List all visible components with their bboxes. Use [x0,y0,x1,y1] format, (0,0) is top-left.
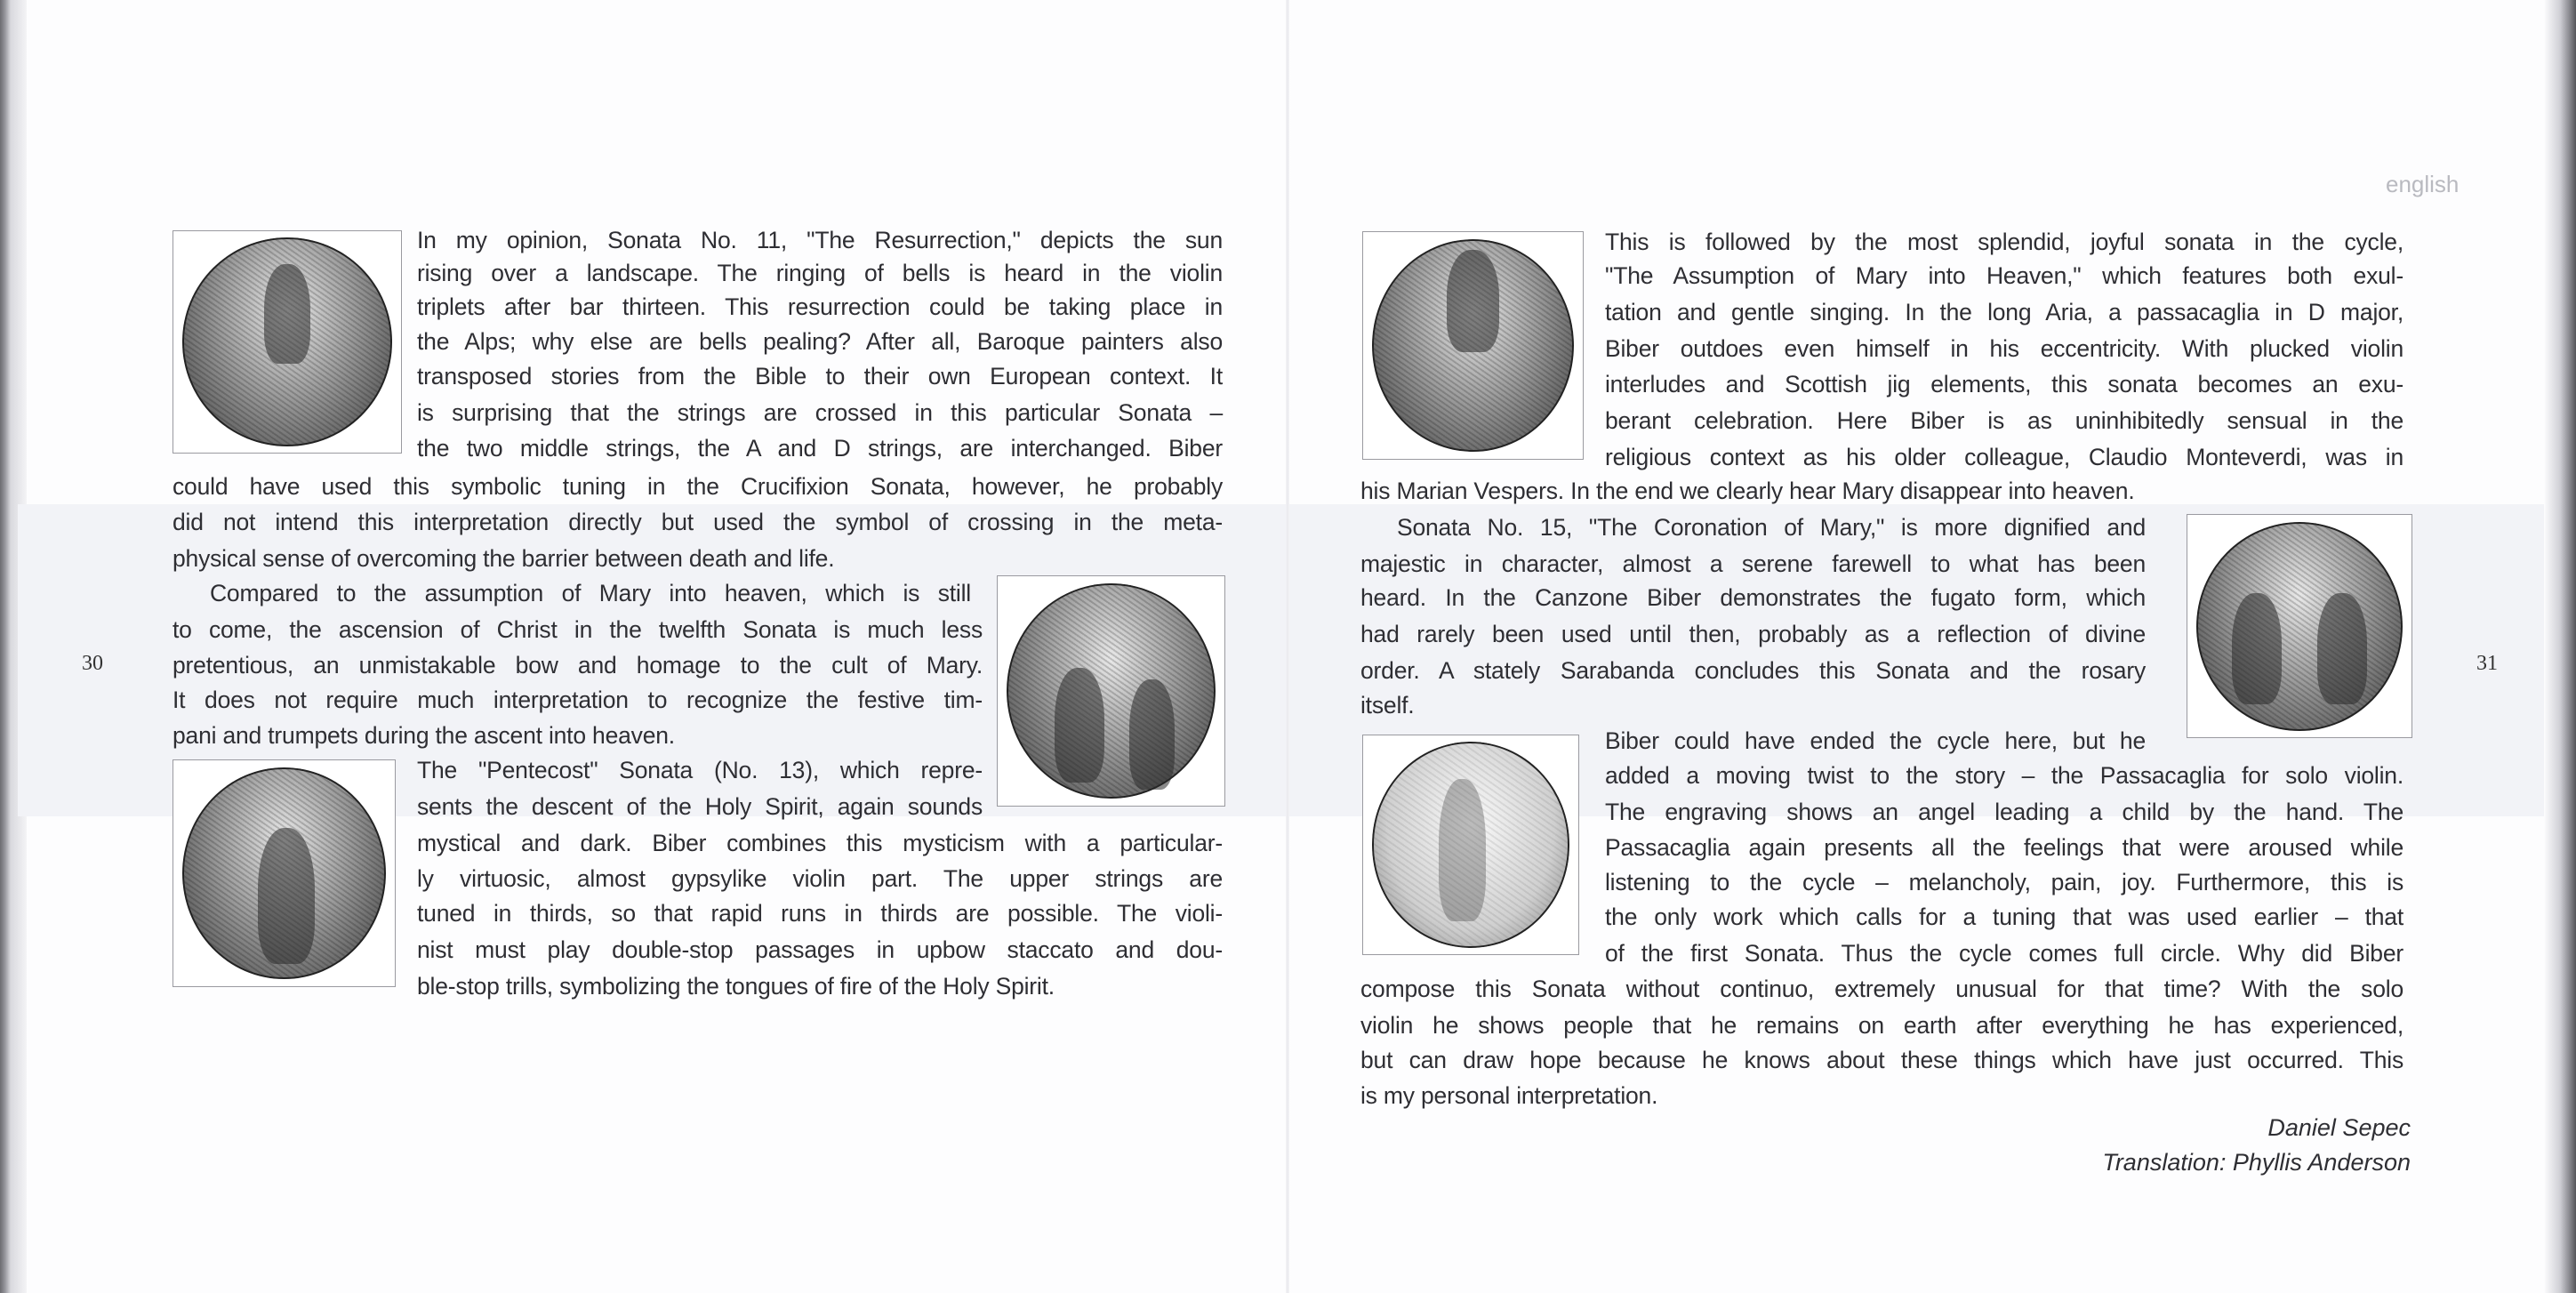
right-text-line: heard. In the Canzone Biber demonstrates the fugato form, which [1360,584,2146,611]
left-text-line: mystical and dark. Biber combines this mysticism with a particular- [417,830,1223,856]
page-number-left: 30 [82,652,103,675]
left-text-line: physical sense of overcoming the barrier between death and life. [173,545,835,572]
engraving-ascension [997,575,1225,807]
right-text-line: had rarely been used until then, probably as a reflection of divine [1360,621,2146,647]
right-text-line: the only work which calls for a tuning that was used earlier – that [1605,903,2403,930]
right-text-line: majestic in character, almost a serene farewell to what has been [1360,550,2146,577]
left-text-line: In my opinion, Sonata No. 11, "The Resurrection," depicts the sun [417,227,1223,253]
left-text-line: the Alps; why else are bells pealing? After all, Baroque painters also [417,328,1223,355]
right-text-line: listening to the cycle – melancholy, pain, joy. Furthermore, this is [1605,869,2403,895]
left-text-line: Compared to the assumption of Mary into heaven, which is still [210,580,971,606]
language-label: english [2386,171,2460,197]
left-text-line: sents the descent of the Holy Spirit, again sounds [417,793,983,820]
left-text-line: ly virtuosic, almost gypsylike violin part. The upper strings are [417,865,1223,892]
author-signature: Daniel Sepec [2267,1114,2411,1141]
right-text-line: "The Assumption of Mary into Heaven," which features both exul- [1605,262,2403,289]
left-text-line: ble-stop trills, symbolizing the tongues of fire of the Holy Spirit. [417,973,1055,1000]
page-number-right: 31 [2476,652,2498,675]
right-text-line: Passacaglia again presents all the feelings that were aroused while [1605,834,2403,861]
left-text-line: transposed stories from the Bible to their own European context. It [417,363,1223,390]
engraving-resurrection [173,230,402,454]
left-text-line: nist must play double-stop passages in upbow staccato and dou- [417,936,1223,963]
left-text-line: to come, the ascension of Christ in the twelfth Sonata is much less [173,616,983,643]
right-text-line: added a moving twist to the story – the Passacaglia for solo violin. [1605,762,2403,789]
right-text-line: violin he shows people that he remains on earth after everything he has experienced, [1360,1012,2403,1039]
left-text-line: tuned in thirds, so that rapid runs in thirds are possible. The violi- [417,900,1223,927]
right-text-line: compose this Sonata without continuo, extremely unusual for that time? With the solo [1360,976,2403,1002]
right-text-line: but can draw hope because he knows about these things which have just occurred. This [1360,1047,2403,1073]
right-text-line: The engraving shows an angel leading a child by the hand. The [1605,799,2403,825]
left-text-line: is surprising that the strings are crossed in this particular Sonata – [417,399,1223,426]
right-text-line: Sonata No. 15, "The Coronation of Mary," is more dignified and [1397,514,2146,541]
right-text-line: This is followed by the most splendid, joyful sonata in the cycle, [1605,229,2403,255]
translation-credit: Translation: Phyllis Anderson [2102,1149,2411,1176]
left-text-line: the two middle strings, the A and D strings, are interchanged. Biber [417,435,1223,462]
left-text-line: pani and trumpets during the ascent into heaven. [173,722,675,749]
engraving-coronation [2187,514,2412,738]
engraving-guardian-angel [1362,735,1579,955]
right-text-line: berant celebration. Here Biber is as uninhibitedly sensual in the [1605,407,2403,434]
right-text-line: itself. [1360,692,1415,719]
left-text-line: The "Pentecost" Sonata (No. 13), which repre- [417,757,983,783]
left-text-line: triplets after bar thirteen. This resurrection could be taking place in [417,293,1223,320]
book-spine-right-edge [2544,0,2576,1293]
engraving-assumption [1362,231,1584,460]
right-text-line: Biber outdoes even himself in his eccentricity. With plucked violin [1605,335,2403,362]
left-text-line: pretentious, an unmistakable bow and homage to the cult of Mary. [173,652,983,679]
page-gutter [1286,0,1289,1293]
engraving-pentecost [173,759,396,987]
right-text-line: tation and gentle singing. In the long Aria, a passacaglia in D major, [1605,299,2403,325]
left-text-line: could have used this symbolic tuning in the Crucifixion Sonata, however, he probably [173,473,1223,500]
right-text-line: interludes and Scottish jig elements, this sonata becomes an exu- [1605,371,2403,398]
left-text-line: It does not require much interpretation to recognize the festive tim- [173,687,983,713]
left-text-line: did not intend this interpretation directly but used the symbol of crossing in the meta- [173,509,1223,535]
right-text-line: order. A stately Sarabanda concludes this Sonata and the rosary [1360,657,2146,684]
right-text-line: is my personal interpretation. [1360,1082,1658,1109]
left-text-line: rising over a landscape. The ringing of bells is heard in the violin [417,260,1223,286]
right-text-line: his Marian Vespers. In the end we clearly hear Mary disappear into heaven. [1360,478,2135,504]
right-text-line: religious context as his older colleague, Claudio Monteverdi, was in [1605,444,2403,470]
right-text-line: Biber could have ended the cycle here, but he [1605,727,2146,754]
right-text-line: of the first Sonata. Thus the cycle comes full circle. Why did Biber [1605,940,2403,967]
